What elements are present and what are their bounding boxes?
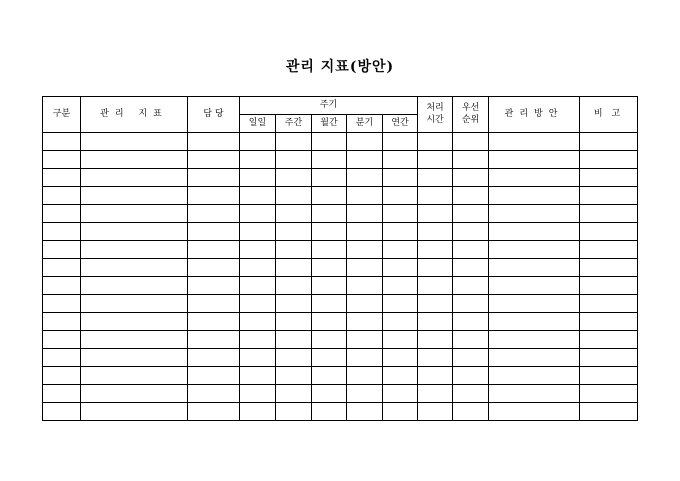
table-cell[interactable] xyxy=(276,259,312,277)
table-body xyxy=(43,133,638,421)
table-cell[interactable] xyxy=(81,385,188,403)
table-cell[interactable] xyxy=(81,295,188,313)
table-row xyxy=(43,169,638,187)
table-cell[interactable] xyxy=(43,349,81,367)
table-cell[interactable] xyxy=(489,187,580,205)
table-cell[interactable] xyxy=(240,259,276,277)
header-category: 구분 xyxy=(43,97,81,133)
table-cell[interactable] xyxy=(276,151,312,169)
table-cell[interactable] xyxy=(43,187,81,205)
table-cell[interactable] xyxy=(580,259,638,277)
table-cell[interactable] xyxy=(453,295,489,313)
table-cell[interactable] xyxy=(81,133,188,151)
table-cell[interactable] xyxy=(43,331,81,349)
table-cell[interactable] xyxy=(276,313,312,331)
table-cell[interactable] xyxy=(188,151,240,169)
table-cell[interactable] xyxy=(383,313,418,331)
header-processing-time-line1: 처리 xyxy=(426,103,444,114)
table-cell[interactable] xyxy=(489,277,580,295)
table-cell[interactable] xyxy=(347,295,383,313)
table-cell[interactable] xyxy=(188,259,240,277)
table-cell[interactable] xyxy=(81,403,188,421)
table-cell[interactable] xyxy=(580,385,638,403)
table-cell[interactable] xyxy=(312,367,347,385)
table-cell[interactable] xyxy=(188,295,240,313)
table-cell[interactable] xyxy=(453,349,489,367)
table-cell[interactable] xyxy=(188,403,240,421)
table-cell[interactable] xyxy=(312,403,347,421)
table-cell[interactable] xyxy=(489,241,580,259)
table-cell[interactable] xyxy=(276,169,312,187)
table-cell[interactable] xyxy=(383,151,418,169)
table-cell[interactable] xyxy=(489,367,580,385)
table-cell[interactable] xyxy=(580,295,638,313)
table-cell[interactable] xyxy=(489,151,580,169)
table-cell[interactable] xyxy=(240,349,276,367)
header-priority xyxy=(453,97,489,133)
table-cell[interactable] xyxy=(383,367,418,385)
table-cell[interactable] xyxy=(240,241,276,259)
table-cell[interactable] xyxy=(312,187,347,205)
table-cell[interactable] xyxy=(81,187,188,205)
table-cell[interactable] xyxy=(81,241,188,259)
table-cell[interactable] xyxy=(312,295,347,313)
table-cell[interactable] xyxy=(276,367,312,385)
table-cell[interactable] xyxy=(43,385,81,403)
table-cell[interactable] xyxy=(383,133,418,151)
table-cell[interactable] xyxy=(383,223,418,241)
table-cell[interactable] xyxy=(418,367,453,385)
header-cycle-yearly: 연간 xyxy=(383,115,418,133)
table-row xyxy=(43,151,638,169)
table-cell[interactable] xyxy=(312,277,347,295)
table-cell[interactable] xyxy=(81,277,188,295)
table-cell[interactable] xyxy=(347,313,383,331)
table-cell[interactable] xyxy=(580,277,638,295)
table-cell[interactable] xyxy=(43,151,81,169)
table-cell[interactable] xyxy=(580,133,638,151)
table-row xyxy=(43,349,638,367)
table-cell[interactable] xyxy=(580,151,638,169)
table-cell[interactable] xyxy=(188,241,240,259)
table-cell[interactable] xyxy=(347,223,383,241)
table-cell[interactable] xyxy=(188,313,240,331)
table-cell[interactable] xyxy=(43,169,81,187)
table-cell[interactable] xyxy=(312,241,347,259)
table-cell[interactable] xyxy=(580,241,638,259)
table-cell[interactable] xyxy=(312,223,347,241)
table-cell[interactable] xyxy=(418,241,453,259)
table-cell[interactable] xyxy=(240,367,276,385)
table-cell[interactable] xyxy=(489,385,580,403)
table-cell[interactable] xyxy=(418,223,453,241)
table-cell[interactable] xyxy=(276,187,312,205)
table-cell[interactable] xyxy=(43,259,81,277)
table-cell[interactable] xyxy=(347,151,383,169)
table-cell[interactable] xyxy=(81,349,188,367)
table-cell[interactable] xyxy=(489,331,580,349)
table-cell[interactable] xyxy=(453,259,489,277)
table-row xyxy=(43,331,638,349)
table-cell[interactable] xyxy=(240,403,276,421)
table-cell[interactable] xyxy=(188,349,240,367)
table-cell[interactable] xyxy=(312,169,347,187)
table-row xyxy=(43,133,638,151)
header-cycle: 주기 xyxy=(240,97,418,115)
table-cell[interactable] xyxy=(81,223,188,241)
header-cycle-quarterly: 분기 xyxy=(347,115,383,133)
table-row xyxy=(43,241,638,259)
table-cell[interactable] xyxy=(453,367,489,385)
table-cell[interactable] xyxy=(276,133,312,151)
header-cycle-monthly: 월간 xyxy=(312,115,347,133)
table-cell[interactable] xyxy=(312,313,347,331)
table-cell[interactable] xyxy=(347,259,383,277)
table-cell[interactable] xyxy=(453,331,489,349)
table-cell[interactable] xyxy=(43,313,81,331)
table-cell[interactable] xyxy=(312,349,347,367)
table-cell[interactable] xyxy=(580,223,638,241)
table-cell[interactable] xyxy=(347,205,383,223)
table-cell[interactable] xyxy=(347,133,383,151)
table-cell[interactable] xyxy=(81,205,188,223)
table-cell[interactable] xyxy=(383,403,418,421)
table-cell[interactable] xyxy=(453,133,489,151)
table-cell[interactable] xyxy=(580,187,638,205)
table-cell[interactable] xyxy=(580,367,638,385)
table-cell[interactable] xyxy=(188,169,240,187)
table-cell[interactable] xyxy=(188,133,240,151)
table-cell[interactable] xyxy=(347,277,383,295)
header-processing-time-line2: 시간 xyxy=(426,114,444,125)
table-cell[interactable] xyxy=(43,205,81,223)
table-cell[interactable] xyxy=(453,223,489,241)
management-indicator-table xyxy=(42,96,638,421)
table-cell[interactable] xyxy=(188,223,240,241)
table-row xyxy=(43,385,638,403)
table-cell[interactable] xyxy=(418,133,453,151)
table-cell[interactable] xyxy=(489,169,580,187)
table-cell[interactable] xyxy=(240,169,276,187)
table-cell[interactable] xyxy=(418,313,453,331)
table-cell[interactable] xyxy=(418,187,453,205)
table-cell[interactable] xyxy=(580,349,638,367)
table-row xyxy=(43,313,638,331)
header-priority-line2: 순위 xyxy=(461,114,480,125)
table-cell[interactable] xyxy=(188,331,240,349)
table-cell[interactable] xyxy=(240,223,276,241)
table-cell[interactable] xyxy=(312,133,347,151)
table-cell[interactable] xyxy=(347,367,383,385)
table-cell[interactable] xyxy=(383,259,418,277)
table-cell[interactable] xyxy=(347,187,383,205)
table-cell[interactable] xyxy=(580,169,638,187)
table-cell[interactable] xyxy=(453,385,489,403)
table-cell[interactable] xyxy=(347,385,383,403)
table-row xyxy=(43,223,638,241)
table-cell[interactable] xyxy=(453,277,489,295)
table-cell[interactable] xyxy=(418,151,453,169)
table-cell[interactable] xyxy=(418,349,453,367)
table-cell[interactable] xyxy=(489,313,580,331)
table-cell[interactable] xyxy=(347,169,383,187)
table-cell[interactable] xyxy=(81,331,188,349)
table-cell[interactable] xyxy=(347,331,383,349)
table-cell[interactable] xyxy=(418,205,453,223)
table-cell[interactable] xyxy=(383,241,418,259)
table-cell[interactable] xyxy=(383,331,418,349)
table-cell[interactable] xyxy=(188,277,240,295)
table-cell[interactable] xyxy=(81,313,188,331)
header-management-plan: 관리방안 xyxy=(489,97,580,133)
table-cell[interactable] xyxy=(347,403,383,421)
header-row-1 xyxy=(43,97,638,115)
table-cell[interactable] xyxy=(383,205,418,223)
table-cell[interactable] xyxy=(418,169,453,187)
table-cell[interactable] xyxy=(43,277,81,295)
table-cell[interactable] xyxy=(43,223,81,241)
table-cell[interactable] xyxy=(43,295,81,313)
table-cell[interactable] xyxy=(580,331,638,349)
table-cell[interactable] xyxy=(276,223,312,241)
table-cell[interactable] xyxy=(312,151,347,169)
table-cell[interactable] xyxy=(453,403,489,421)
table-cell[interactable] xyxy=(240,151,276,169)
table-cell[interactable] xyxy=(240,385,276,403)
table-cell[interactable] xyxy=(418,295,453,313)
table-cell[interactable] xyxy=(312,385,347,403)
table-row xyxy=(43,205,638,223)
table-cell[interactable] xyxy=(489,259,580,277)
table-cell[interactable] xyxy=(453,313,489,331)
table-cell[interactable] xyxy=(240,187,276,205)
table-cell[interactable] xyxy=(43,241,81,259)
table-cell[interactable] xyxy=(580,313,638,331)
table-cell[interactable] xyxy=(453,151,489,169)
header-remarks: 비 고 xyxy=(580,97,638,133)
table-cell[interactable] xyxy=(312,205,347,223)
table-cell[interactable] xyxy=(188,367,240,385)
table-cell[interactable] xyxy=(240,277,276,295)
table-cell[interactable] xyxy=(489,295,580,313)
table-cell[interactable] xyxy=(240,295,276,313)
table-cell[interactable] xyxy=(276,205,312,223)
table-cell[interactable] xyxy=(383,187,418,205)
header-owner: 담 당 xyxy=(188,97,240,133)
table-cell[interactable] xyxy=(383,349,418,367)
table-cell[interactable] xyxy=(383,385,418,403)
table-cell[interactable] xyxy=(240,331,276,349)
table-cell[interactable] xyxy=(489,133,580,151)
table-cell[interactable] xyxy=(81,151,188,169)
table-cell[interactable] xyxy=(418,259,453,277)
table-cell[interactable] xyxy=(276,403,312,421)
table-cell[interactable] xyxy=(81,367,188,385)
header-cycle-daily: 일일 xyxy=(240,115,276,133)
table-cell[interactable] xyxy=(383,169,418,187)
table-cell[interactable] xyxy=(489,349,580,367)
table-cell[interactable] xyxy=(276,385,312,403)
table-cell[interactable] xyxy=(43,403,81,421)
table-cell[interactable] xyxy=(418,403,453,421)
table-cell[interactable] xyxy=(276,241,312,259)
table-cell[interactable] xyxy=(81,169,188,187)
header-indicator: 관리 지표 xyxy=(81,97,188,133)
table-cell[interactable] xyxy=(453,169,489,187)
table-cell[interactable] xyxy=(580,205,638,223)
table-cell[interactable] xyxy=(276,331,312,349)
table-cell[interactable] xyxy=(188,385,240,403)
table-cell[interactable] xyxy=(418,385,453,403)
table-cell[interactable] xyxy=(276,349,312,367)
table-cell[interactable] xyxy=(188,187,240,205)
table-cell[interactable] xyxy=(418,277,453,295)
table-row xyxy=(43,187,638,205)
table-cell[interactable] xyxy=(312,259,347,277)
table-cell[interactable] xyxy=(383,295,418,313)
table-cell[interactable] xyxy=(453,187,489,205)
table-cell[interactable] xyxy=(453,241,489,259)
table-cell[interactable] xyxy=(489,205,580,223)
header-processing-time xyxy=(418,97,453,133)
table-cell[interactable] xyxy=(489,403,580,421)
table-cell[interactable] xyxy=(453,205,489,223)
document-title: 관리 지표(방안) xyxy=(285,59,395,75)
table-cell[interactable] xyxy=(347,241,383,259)
table-row xyxy=(43,403,638,421)
table-cell[interactable] xyxy=(489,223,580,241)
table-row xyxy=(43,367,638,385)
table-cell[interactable] xyxy=(276,277,312,295)
table-cell[interactable] xyxy=(383,277,418,295)
table-cell[interactable] xyxy=(276,295,312,313)
header-cycle-weekly: 주간 xyxy=(276,115,312,133)
table-cell[interactable] xyxy=(81,259,188,277)
table-cell[interactable] xyxy=(43,133,81,151)
table-row xyxy=(43,295,638,313)
table-cell[interactable] xyxy=(312,331,347,349)
table-cell[interactable] xyxy=(240,133,276,151)
table-row xyxy=(43,259,638,277)
table-cell[interactable] xyxy=(188,205,240,223)
table-cell[interactable] xyxy=(43,367,81,385)
table-cell[interactable] xyxy=(240,313,276,331)
table-cell[interactable] xyxy=(580,403,638,421)
table-cell[interactable] xyxy=(240,205,276,223)
header-priority-line1: 우선 xyxy=(461,103,480,114)
table-cell[interactable] xyxy=(418,331,453,349)
table-row xyxy=(43,277,638,295)
table-cell[interactable] xyxy=(347,349,383,367)
